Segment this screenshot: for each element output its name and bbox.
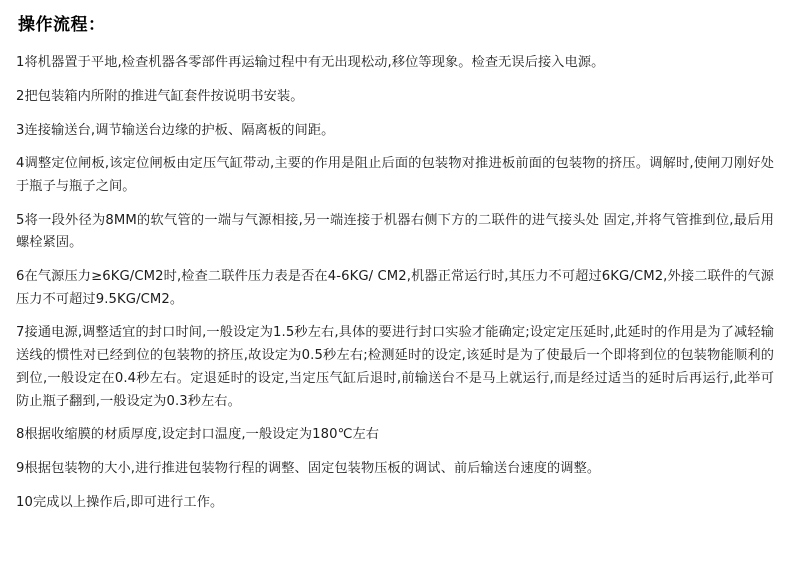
step-item: 10完成以上操作后,即可进行工作。 (16, 494, 224, 510)
page-title: 操作流程： (18, 15, 106, 35)
step-item: 5将一段外径为8MM的软气管的一端与气源相接,另一端连接于机器右侧下方的二联件的进气接头处 固定,并将气管推到位,最后用螺栓紧固。 (16, 212, 774, 251)
step-item: 9根据包装物的大小,进行推进包装物行程的调整、固定包装物压板的调试、前后输送台速度的调整。 (16, 460, 601, 476)
step-item: 3连接输送台,调节输送台边缘的护板、隔离板的间距。 (16, 122, 335, 138)
step-item: 7接通电源,调整适宜的封口时间,一般设定为1.5秒左右,具体的要进行封口实验才能确定;设定定压延时,此延时的作用是为了减轻输送线的惯性对已经到位的包装物的挤压,故设定为0.5秒左右;检测延时的设定,该延时是为了使最后一个即将到位的包装物能顺利的到位,一般设定在0.4秒左右。定退延时的设定,当定压气缸后退时,前输送台不是马上就运行,而是经过适当的延时后再运行,此举可防止瓶子翻到,一般设定为0.3秒左右。 (16, 325, 774, 409)
step-item: 8根据收缩膜的材质厚度,设定封口温度,一般设定为180℃左右 (16, 427, 380, 443)
step-item: 6在气源压力≥6KG/CM2时,检查二联件压力表是否在4-6KG/ CM2,机器正常运行时,其压力不可超过6KG/CM2,外接二联件的气源压力不可超过9.5KG/CM2。 (16, 269, 774, 307)
step-item: 4调整定位闸板,该定位闸板由定压气缸带动,主要的作用是阻止后面的包装物对推进板前面的包装物的挤压。调解时,使闸刀刚好处于瓶子与瓶子之间。 (16, 156, 774, 194)
step-item: 1将机器置于平地,检查机器各零部件再运输过程中有无出现松动,移位等现象。检查无误后接入电源。 (16, 55, 605, 71)
step-item: 2把包装箱内所附的推进气缸套件按说明书安装。 (16, 88, 304, 104)
